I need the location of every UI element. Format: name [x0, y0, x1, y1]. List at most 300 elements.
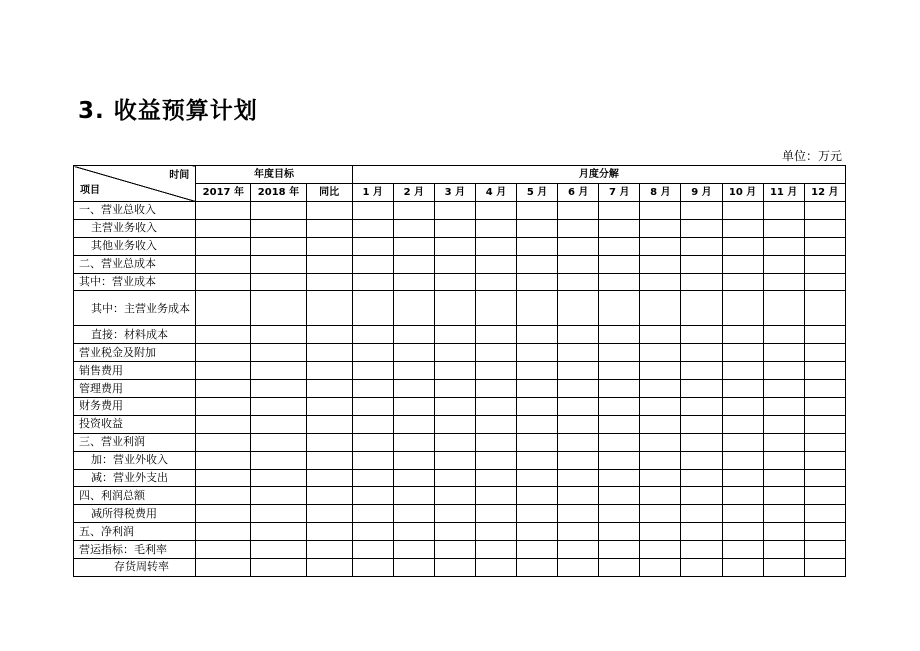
month-value-cell[interactable] [434, 559, 475, 577]
month-value-cell[interactable] [352, 326, 393, 344]
annual-value-cell[interactable] [196, 523, 251, 541]
month-value-cell[interactable] [352, 505, 393, 523]
month-value-cell[interactable] [517, 219, 558, 237]
month-value-cell[interactable] [558, 415, 599, 433]
month-value-cell[interactable] [558, 219, 599, 237]
month-value-cell[interactable] [558, 523, 599, 541]
annual-value-cell[interactable] [306, 451, 352, 469]
month-value-cell[interactable] [681, 523, 722, 541]
month-value-cell[interactable] [352, 255, 393, 273]
annual-value-cell[interactable] [196, 202, 251, 220]
annual-value-cell[interactable] [251, 291, 306, 326]
month-value-cell[interactable] [681, 219, 722, 237]
month-value-cell[interactable] [517, 237, 558, 255]
month-value-cell[interactable] [640, 219, 681, 237]
month-value-cell[interactable] [558, 344, 599, 362]
month-value-cell[interactable] [722, 362, 763, 380]
month-value-cell[interactable] [722, 380, 763, 398]
month-value-cell[interactable] [475, 202, 516, 220]
month-value-cell[interactable] [434, 523, 475, 541]
month-value-cell[interactable] [434, 344, 475, 362]
month-value-cell[interactable] [352, 237, 393, 255]
month-value-cell[interactable] [475, 237, 516, 255]
month-value-cell[interactable] [475, 541, 516, 559]
annual-value-cell[interactable] [251, 362, 306, 380]
month-value-cell[interactable] [763, 523, 804, 541]
month-value-cell[interactable] [804, 415, 845, 433]
month-value-cell[interactable] [640, 523, 681, 541]
month-value-cell[interactable] [352, 541, 393, 559]
annual-value-cell[interactable] [306, 505, 352, 523]
month-value-cell[interactable] [763, 273, 804, 291]
annual-value-cell[interactable] [306, 273, 352, 291]
month-value-cell[interactable] [393, 202, 434, 220]
month-value-cell[interactable] [804, 398, 845, 416]
month-value-cell[interactable] [517, 291, 558, 326]
month-value-cell[interactable] [352, 380, 393, 398]
annual-value-cell[interactable] [196, 255, 251, 273]
month-value-cell[interactable] [722, 541, 763, 559]
month-value-cell[interactable] [434, 255, 475, 273]
month-value-cell[interactable] [804, 433, 845, 451]
month-value-cell[interactable] [393, 326, 434, 344]
annual-value-cell[interactable] [196, 326, 251, 344]
month-value-cell[interactable] [640, 273, 681, 291]
month-value-cell[interactable] [393, 255, 434, 273]
month-value-cell[interactable] [640, 505, 681, 523]
annual-value-cell[interactable] [251, 380, 306, 398]
month-value-cell[interactable] [804, 326, 845, 344]
month-value-cell[interactable] [352, 344, 393, 362]
month-value-cell[interactable] [475, 380, 516, 398]
month-value-cell[interactable] [558, 398, 599, 416]
month-value-cell[interactable] [393, 523, 434, 541]
month-value-cell[interactable] [722, 219, 763, 237]
month-value-cell[interactable] [558, 237, 599, 255]
annual-value-cell[interactable] [196, 219, 251, 237]
annual-value-cell[interactable] [196, 291, 251, 326]
month-value-cell[interactable] [475, 505, 516, 523]
month-value-cell[interactable] [804, 273, 845, 291]
month-value-cell[interactable] [722, 398, 763, 416]
month-value-cell[interactable] [763, 219, 804, 237]
month-value-cell[interactable] [681, 380, 722, 398]
annual-value-cell[interactable] [251, 505, 306, 523]
month-value-cell[interactable] [599, 273, 640, 291]
annual-value-cell[interactable] [251, 451, 306, 469]
month-value-cell[interactable] [434, 202, 475, 220]
month-value-cell[interactable] [434, 398, 475, 416]
month-value-cell[interactable] [804, 362, 845, 380]
month-value-cell[interactable] [722, 469, 763, 487]
month-value-cell[interactable] [763, 202, 804, 220]
month-value-cell[interactable] [393, 505, 434, 523]
month-value-cell[interactable] [393, 237, 434, 255]
month-value-cell[interactable] [434, 505, 475, 523]
month-value-cell[interactable] [763, 255, 804, 273]
month-value-cell[interactable] [763, 541, 804, 559]
annual-value-cell[interactable] [306, 362, 352, 380]
month-value-cell[interactable] [475, 451, 516, 469]
month-value-cell[interactable] [517, 505, 558, 523]
month-value-cell[interactable] [599, 541, 640, 559]
month-value-cell[interactable] [763, 344, 804, 362]
month-value-cell[interactable] [804, 237, 845, 255]
month-value-cell[interactable] [722, 415, 763, 433]
month-value-cell[interactable] [722, 451, 763, 469]
month-value-cell[interactable] [804, 541, 845, 559]
month-value-cell[interactable] [352, 433, 393, 451]
month-value-cell[interactable] [681, 469, 722, 487]
month-value-cell[interactable] [558, 541, 599, 559]
month-value-cell[interactable] [640, 344, 681, 362]
month-value-cell[interactable] [599, 415, 640, 433]
month-value-cell[interactable] [681, 541, 722, 559]
annual-value-cell[interactable] [196, 433, 251, 451]
month-value-cell[interactable] [804, 344, 845, 362]
month-value-cell[interactable] [352, 219, 393, 237]
month-value-cell[interactable] [599, 559, 640, 577]
month-value-cell[interactable] [681, 398, 722, 416]
month-value-cell[interactable] [681, 291, 722, 326]
month-value-cell[interactable] [517, 451, 558, 469]
month-value-cell[interactable] [681, 433, 722, 451]
annual-value-cell[interactable] [306, 380, 352, 398]
month-value-cell[interactable] [640, 451, 681, 469]
month-value-cell[interactable] [763, 451, 804, 469]
annual-value-cell[interactable] [306, 344, 352, 362]
month-value-cell[interactable] [681, 505, 722, 523]
month-value-cell[interactable] [722, 559, 763, 577]
month-value-cell[interactable] [517, 415, 558, 433]
month-value-cell[interactable] [722, 344, 763, 362]
month-value-cell[interactable] [640, 255, 681, 273]
month-value-cell[interactable] [763, 291, 804, 326]
month-value-cell[interactable] [763, 433, 804, 451]
month-value-cell[interactable] [763, 380, 804, 398]
month-value-cell[interactable] [804, 202, 845, 220]
annual-value-cell[interactable] [196, 362, 251, 380]
annual-value-cell[interactable] [251, 559, 306, 577]
month-value-cell[interactable] [599, 202, 640, 220]
month-value-cell[interactable] [434, 469, 475, 487]
annual-value-cell[interactable] [306, 541, 352, 559]
annual-value-cell[interactable] [196, 415, 251, 433]
month-value-cell[interactable] [804, 523, 845, 541]
annual-value-cell[interactable] [251, 219, 306, 237]
month-value-cell[interactable] [434, 273, 475, 291]
month-value-cell[interactable] [475, 362, 516, 380]
annual-value-cell[interactable] [251, 469, 306, 487]
month-value-cell[interactable] [475, 523, 516, 541]
month-value-cell[interactable] [599, 469, 640, 487]
month-value-cell[interactable] [434, 541, 475, 559]
month-value-cell[interactable] [599, 291, 640, 326]
month-value-cell[interactable] [763, 469, 804, 487]
annual-value-cell[interactable] [196, 559, 251, 577]
month-value-cell[interactable] [434, 487, 475, 505]
month-value-cell[interactable] [722, 202, 763, 220]
month-value-cell[interactable] [681, 326, 722, 344]
month-value-cell[interactable] [558, 559, 599, 577]
month-value-cell[interactable] [599, 255, 640, 273]
month-value-cell[interactable] [393, 273, 434, 291]
annual-value-cell[interactable] [196, 344, 251, 362]
annual-value-cell[interactable] [306, 398, 352, 416]
month-value-cell[interactable] [599, 344, 640, 362]
month-value-cell[interactable] [475, 273, 516, 291]
month-value-cell[interactable] [722, 487, 763, 505]
annual-value-cell[interactable] [251, 326, 306, 344]
annual-value-cell[interactable] [251, 398, 306, 416]
month-value-cell[interactable] [475, 255, 516, 273]
month-value-cell[interactable] [804, 451, 845, 469]
month-value-cell[interactable] [393, 291, 434, 326]
annual-value-cell[interactable] [251, 415, 306, 433]
month-value-cell[interactable] [640, 559, 681, 577]
month-value-cell[interactable] [722, 291, 763, 326]
month-value-cell[interactable] [393, 380, 434, 398]
month-value-cell[interactable] [434, 433, 475, 451]
month-value-cell[interactable] [763, 362, 804, 380]
month-value-cell[interactable] [517, 559, 558, 577]
month-value-cell[interactable] [722, 505, 763, 523]
month-value-cell[interactable] [558, 451, 599, 469]
month-value-cell[interactable] [475, 415, 516, 433]
month-value-cell[interactable] [558, 202, 599, 220]
month-value-cell[interactable] [517, 398, 558, 416]
month-value-cell[interactable] [434, 415, 475, 433]
annual-value-cell[interactable] [306, 255, 352, 273]
month-value-cell[interactable] [722, 433, 763, 451]
month-value-cell[interactable] [558, 380, 599, 398]
month-value-cell[interactable] [599, 487, 640, 505]
month-value-cell[interactable] [763, 559, 804, 577]
month-value-cell[interactable] [599, 326, 640, 344]
annual-value-cell[interactable] [196, 380, 251, 398]
month-value-cell[interactable] [434, 219, 475, 237]
month-value-cell[interactable] [558, 326, 599, 344]
annual-value-cell[interactable] [306, 559, 352, 577]
month-value-cell[interactable] [599, 219, 640, 237]
annual-value-cell[interactable] [251, 541, 306, 559]
month-value-cell[interactable] [517, 433, 558, 451]
month-value-cell[interactable] [804, 559, 845, 577]
month-value-cell[interactable] [599, 380, 640, 398]
month-value-cell[interactable] [475, 344, 516, 362]
month-value-cell[interactable] [352, 487, 393, 505]
month-value-cell[interactable] [517, 255, 558, 273]
month-value-cell[interactable] [475, 398, 516, 416]
annual-value-cell[interactable] [251, 273, 306, 291]
month-value-cell[interactable] [393, 344, 434, 362]
month-value-cell[interactable] [640, 469, 681, 487]
annual-value-cell[interactable] [196, 237, 251, 255]
month-value-cell[interactable] [434, 326, 475, 344]
month-value-cell[interactable] [517, 487, 558, 505]
month-value-cell[interactable] [393, 433, 434, 451]
month-value-cell[interactable] [599, 398, 640, 416]
month-value-cell[interactable] [434, 362, 475, 380]
month-value-cell[interactable] [640, 326, 681, 344]
month-value-cell[interactable] [558, 505, 599, 523]
month-value-cell[interactable] [393, 541, 434, 559]
month-value-cell[interactable] [475, 487, 516, 505]
month-value-cell[interactable] [804, 469, 845, 487]
month-value-cell[interactable] [393, 398, 434, 416]
annual-value-cell[interactable] [306, 487, 352, 505]
month-value-cell[interactable] [599, 505, 640, 523]
annual-value-cell[interactable] [306, 219, 352, 237]
month-value-cell[interactable] [517, 541, 558, 559]
month-value-cell[interactable] [517, 273, 558, 291]
annual-value-cell[interactable] [306, 326, 352, 344]
month-value-cell[interactable] [763, 326, 804, 344]
month-value-cell[interactable] [640, 433, 681, 451]
month-value-cell[interactable] [393, 451, 434, 469]
month-value-cell[interactable] [804, 291, 845, 326]
month-value-cell[interactable] [517, 380, 558, 398]
month-value-cell[interactable] [640, 362, 681, 380]
month-value-cell[interactable] [681, 255, 722, 273]
month-value-cell[interactable] [681, 559, 722, 577]
month-value-cell[interactable] [352, 398, 393, 416]
month-value-cell[interactable] [763, 237, 804, 255]
month-value-cell[interactable] [517, 523, 558, 541]
month-value-cell[interactable] [475, 469, 516, 487]
annual-value-cell[interactable] [251, 255, 306, 273]
month-value-cell[interactable] [352, 415, 393, 433]
month-value-cell[interactable] [804, 487, 845, 505]
annual-value-cell[interactable] [306, 291, 352, 326]
month-value-cell[interactable] [640, 415, 681, 433]
annual-value-cell[interactable] [196, 273, 251, 291]
month-value-cell[interactable] [681, 344, 722, 362]
annual-value-cell[interactable] [306, 433, 352, 451]
month-value-cell[interactable] [804, 255, 845, 273]
month-value-cell[interactable] [681, 415, 722, 433]
month-value-cell[interactable] [599, 523, 640, 541]
month-value-cell[interactable] [804, 380, 845, 398]
month-value-cell[interactable] [599, 237, 640, 255]
annual-value-cell[interactable] [196, 487, 251, 505]
month-value-cell[interactable] [475, 326, 516, 344]
month-value-cell[interactable] [352, 291, 393, 326]
month-value-cell[interactable] [434, 380, 475, 398]
annual-value-cell[interactable] [306, 469, 352, 487]
annual-value-cell[interactable] [306, 237, 352, 255]
month-value-cell[interactable] [763, 505, 804, 523]
month-value-cell[interactable] [681, 237, 722, 255]
month-value-cell[interactable] [640, 291, 681, 326]
month-value-cell[interactable] [434, 291, 475, 326]
month-value-cell[interactable] [434, 237, 475, 255]
month-value-cell[interactable] [558, 291, 599, 326]
month-value-cell[interactable] [352, 202, 393, 220]
month-value-cell[interactable] [352, 451, 393, 469]
month-value-cell[interactable] [681, 273, 722, 291]
annual-value-cell[interactable] [306, 523, 352, 541]
month-value-cell[interactable] [475, 291, 516, 326]
month-value-cell[interactable] [558, 362, 599, 380]
annual-value-cell[interactable] [196, 451, 251, 469]
month-value-cell[interactable] [681, 451, 722, 469]
month-value-cell[interactable] [475, 559, 516, 577]
annual-value-cell[interactable] [251, 237, 306, 255]
month-value-cell[interactable] [681, 487, 722, 505]
month-value-cell[interactable] [517, 202, 558, 220]
month-value-cell[interactable] [475, 219, 516, 237]
month-value-cell[interactable] [558, 255, 599, 273]
month-value-cell[interactable] [393, 469, 434, 487]
month-value-cell[interactable] [393, 559, 434, 577]
month-value-cell[interactable] [352, 469, 393, 487]
month-value-cell[interactable] [722, 255, 763, 273]
month-value-cell[interactable] [722, 273, 763, 291]
month-value-cell[interactable] [640, 380, 681, 398]
month-value-cell[interactable] [722, 523, 763, 541]
annual-value-cell[interactable] [196, 541, 251, 559]
month-value-cell[interactable] [558, 469, 599, 487]
annual-value-cell[interactable] [251, 523, 306, 541]
month-value-cell[interactable] [640, 398, 681, 416]
month-value-cell[interactable] [558, 487, 599, 505]
month-value-cell[interactable] [722, 237, 763, 255]
month-value-cell[interactable] [640, 541, 681, 559]
month-value-cell[interactable] [640, 202, 681, 220]
month-value-cell[interactable] [352, 273, 393, 291]
month-value-cell[interactable] [393, 362, 434, 380]
month-value-cell[interactable] [599, 362, 640, 380]
month-value-cell[interactable] [517, 469, 558, 487]
month-value-cell[interactable] [352, 523, 393, 541]
annual-value-cell[interactable] [251, 202, 306, 220]
month-value-cell[interactable] [352, 559, 393, 577]
month-value-cell[interactable] [681, 202, 722, 220]
month-value-cell[interactable] [517, 362, 558, 380]
annual-value-cell[interactable] [196, 505, 251, 523]
month-value-cell[interactable] [393, 219, 434, 237]
month-value-cell[interactable] [558, 433, 599, 451]
month-value-cell[interactable] [763, 415, 804, 433]
month-value-cell[interactable] [599, 451, 640, 469]
month-value-cell[interactable] [763, 398, 804, 416]
month-value-cell[interactable] [352, 362, 393, 380]
month-value-cell[interactable] [393, 415, 434, 433]
month-value-cell[interactable] [475, 433, 516, 451]
month-value-cell[interactable] [722, 326, 763, 344]
annual-value-cell[interactable] [196, 469, 251, 487]
month-value-cell[interactable] [804, 219, 845, 237]
month-value-cell[interactable] [517, 326, 558, 344]
annual-value-cell[interactable] [196, 398, 251, 416]
month-value-cell[interactable] [640, 237, 681, 255]
month-value-cell[interactable] [640, 487, 681, 505]
month-value-cell[interactable] [558, 273, 599, 291]
annual-value-cell[interactable] [306, 202, 352, 220]
month-value-cell[interactable] [681, 362, 722, 380]
annual-value-cell[interactable] [251, 344, 306, 362]
annual-value-cell[interactable] [306, 415, 352, 433]
month-value-cell[interactable] [599, 433, 640, 451]
month-value-cell[interactable] [434, 451, 475, 469]
annual-value-cell[interactable] [251, 487, 306, 505]
month-value-cell[interactable] [763, 487, 804, 505]
annual-value-cell[interactable] [251, 433, 306, 451]
month-value-cell[interactable] [517, 344, 558, 362]
month-value-cell[interactable] [393, 487, 434, 505]
month-value-cell[interactable] [804, 505, 845, 523]
